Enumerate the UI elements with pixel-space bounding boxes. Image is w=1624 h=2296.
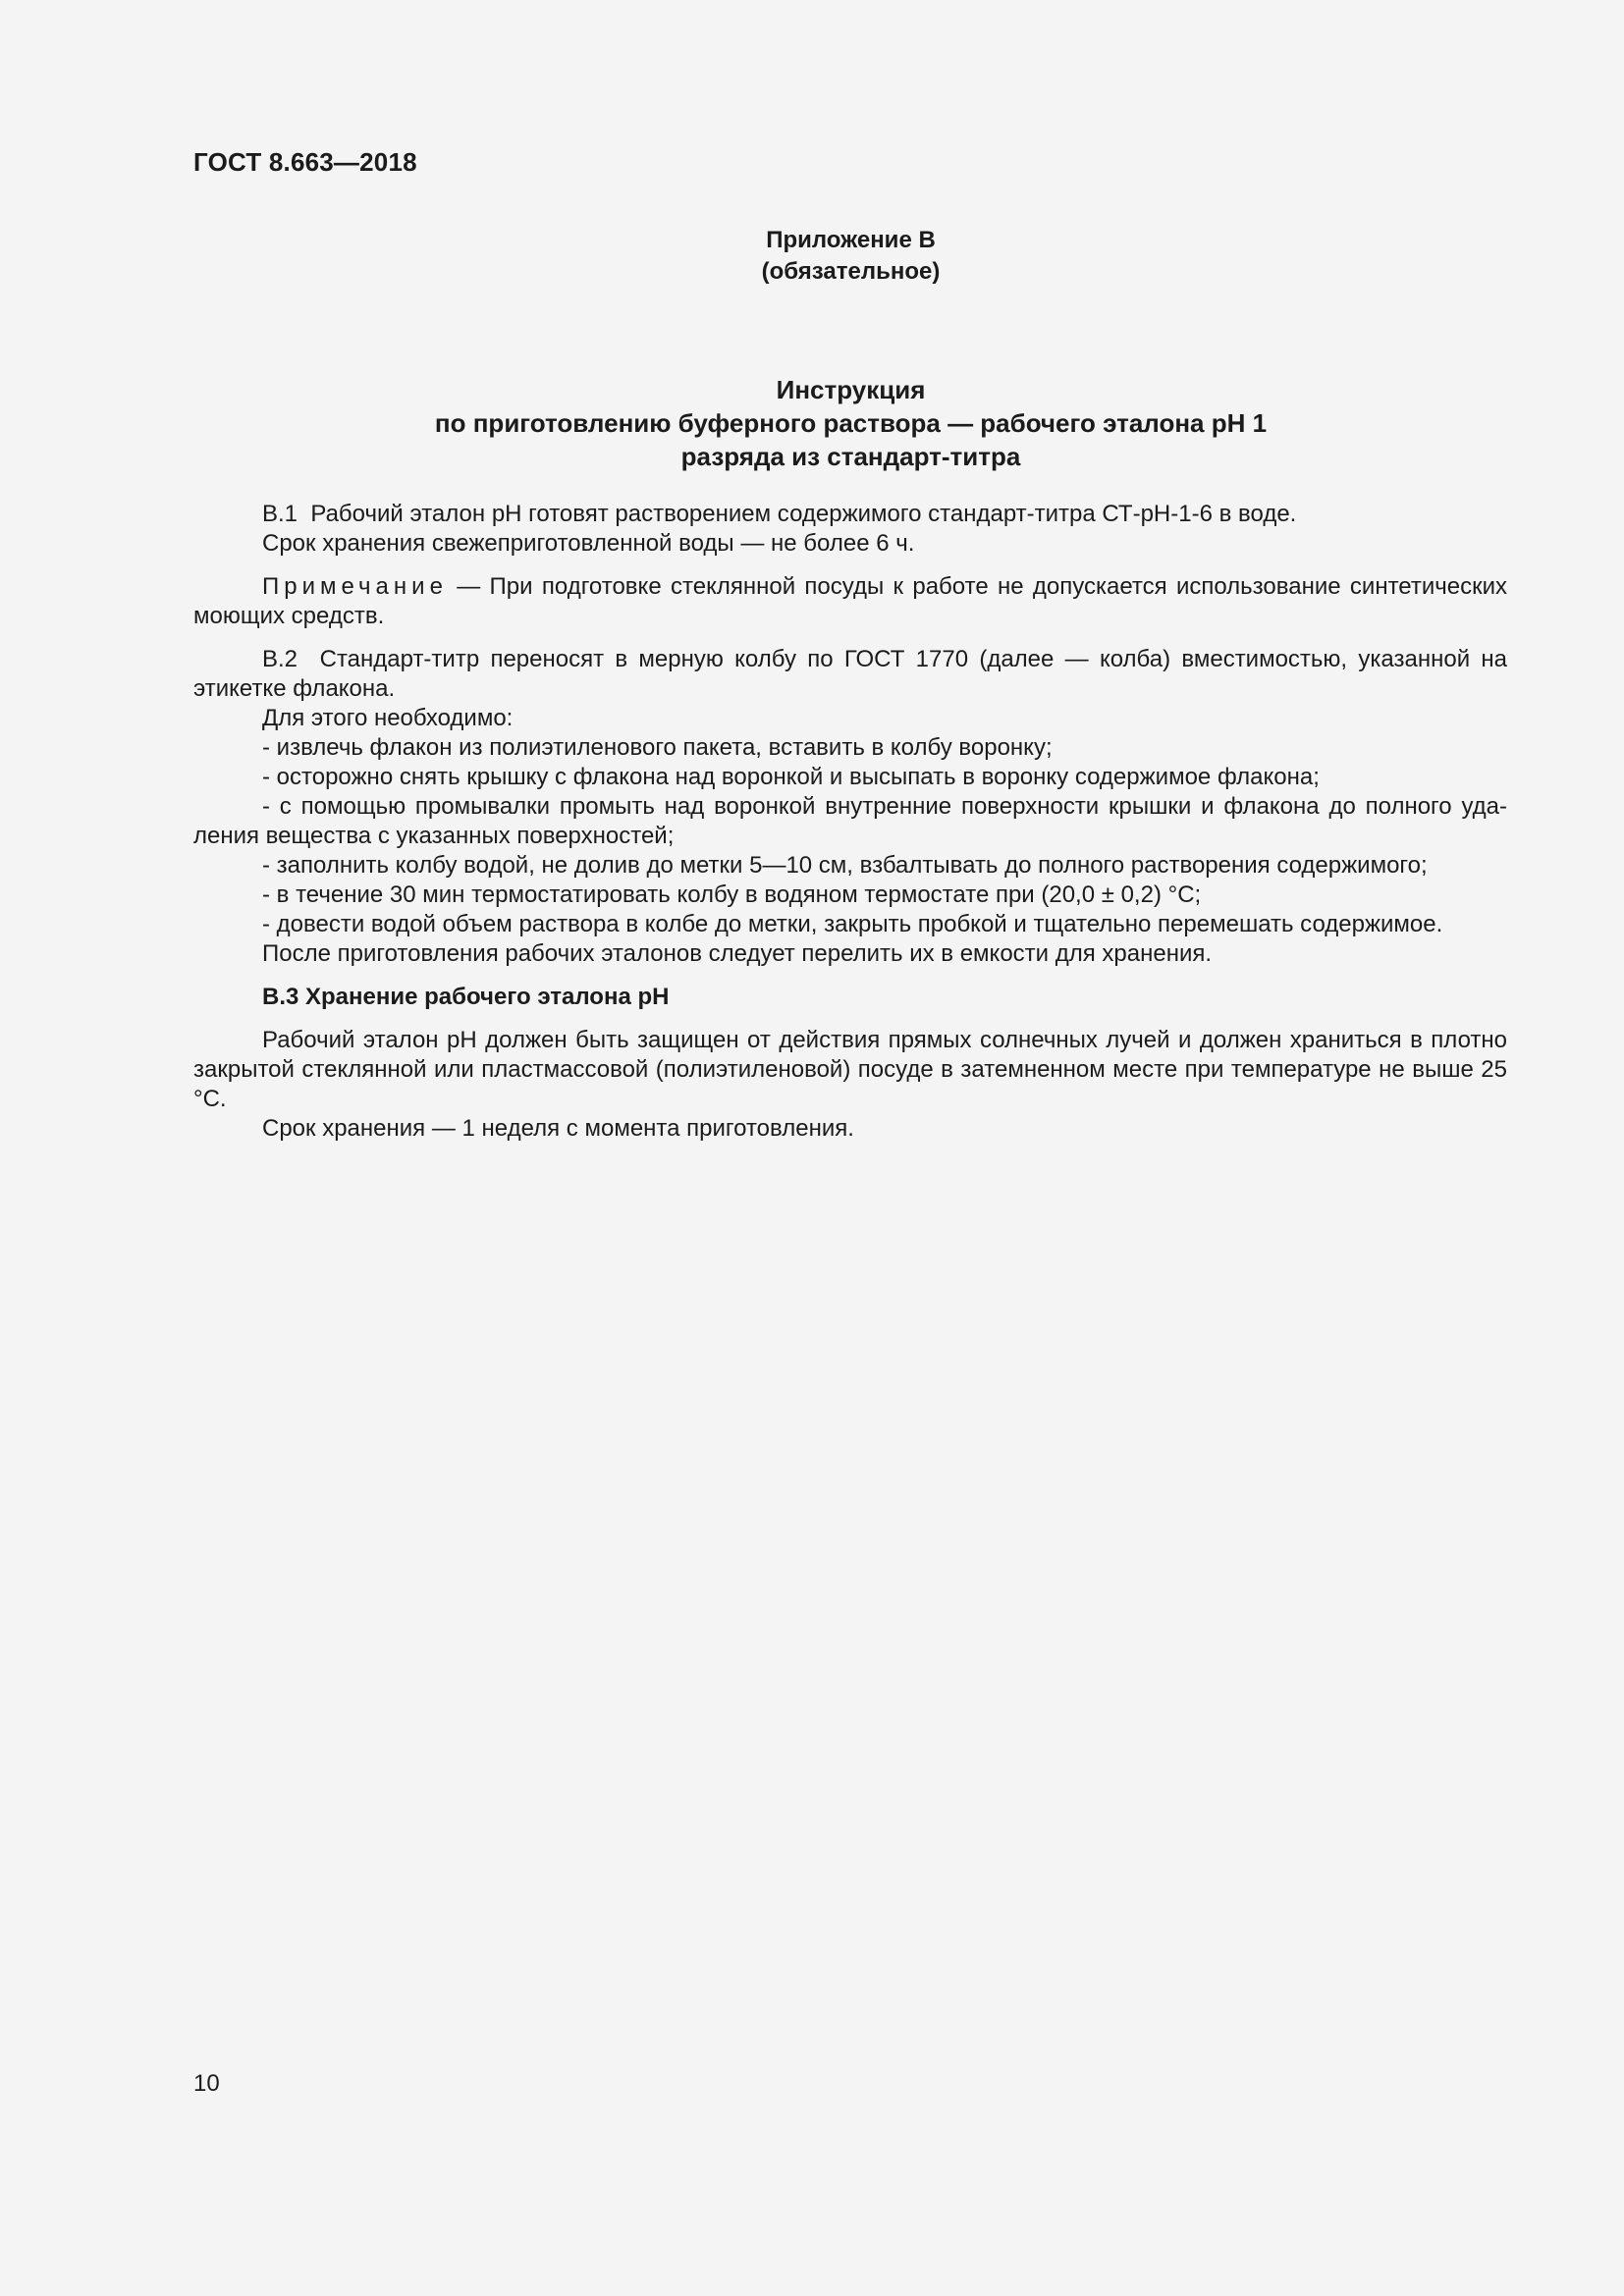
page-number: 10 xyxy=(193,2070,220,2097)
clause-b2-text: Стандарт-титр переносят в мерную колбу по ГОСТ 1770 (далее — колба) вместимостью, указанной на этикетке флакона. xyxy=(193,646,1507,702)
clause-b3-text: Рабочий эталон pH должен быть защищен от действия прямых солнечных лучей и должен храниться в плотно закрытой стеклянной или пластмассовой (полиэтиленовой) посуде в затемненном месте при температуре не выше 25 °С. xyxy=(193,1027,1507,1112)
clause-b1-number: В.1 xyxy=(262,501,298,527)
clause-b1 xyxy=(193,500,1507,529)
clause-b2-after: После приготовления рабочих эталонов следует перелить их в емкости для хранения. xyxy=(262,940,1213,967)
clause-b1-text: Рабочий эталон pH готовят растворением содержимого стандарт-титра СТ-pH-1-6 в воде. xyxy=(310,501,1297,527)
title-line-1: Инструкция xyxy=(776,375,926,404)
document-code: ГОСТ 8.663—2018 xyxy=(193,147,417,177)
clause-b2 xyxy=(193,645,1507,704)
note-text: — При подготовке стеклянной посуды к работе не допускается использование синтетических моющих средств. xyxy=(193,573,1507,629)
title-line-2: по приготовлению буферного раствора — рабочего эталона pH 1 xyxy=(434,408,1268,438)
appendix-status: (обязательное) xyxy=(761,258,941,285)
appendix-heading xyxy=(0,225,1624,288)
step-item: - извлечь флакон из полиэтиленового пакета, вставить в колбу воронку; xyxy=(262,734,1053,761)
step-item: - с помощью промывалки промыть над воронкой внутренние поверхности крышки и флакона до полного удаления вещества с указанных поверхностей; xyxy=(193,793,1507,849)
document-body xyxy=(193,500,1507,1144)
clause-b3-storage: Срок хранения — 1 неделя с момента приготовления. xyxy=(262,1115,854,1142)
step-item: - довести водой объем раствора в колбе до метки, закрыть пробкой и тщательно перемешать содержимое. xyxy=(262,911,1443,937)
clause-b2-number: В.2 xyxy=(262,646,298,672)
note xyxy=(193,572,1507,631)
instruction-title xyxy=(0,373,1624,473)
clause-b2-need: Для этого необходимо: xyxy=(262,705,514,731)
appendix-title: Приложение В xyxy=(766,227,936,253)
title-line-3: разряда из стандарт-титра xyxy=(680,442,1021,471)
step-item: - в течение 30 мин термостатировать колбу в водяном термостате при (20,0 ± 0,2) °С; xyxy=(262,881,1202,908)
step-item: - заполнить колбу водой, не долив до метки 5—10 см, взбалтывать до полного растворения содержимого; xyxy=(262,852,1428,879)
note-label: Примечание xyxy=(262,573,448,600)
section-b3-heading: В.3 Хранение рабочего эталона pH xyxy=(262,984,670,1010)
step-item: - осторожно снять крышку с флакона над воронкой и высыпать в воронку содержимое флакона; xyxy=(262,764,1320,790)
clause-b1-storage: Срок хранения свежеприготовленной воды — не более 6 ч. xyxy=(262,530,915,557)
